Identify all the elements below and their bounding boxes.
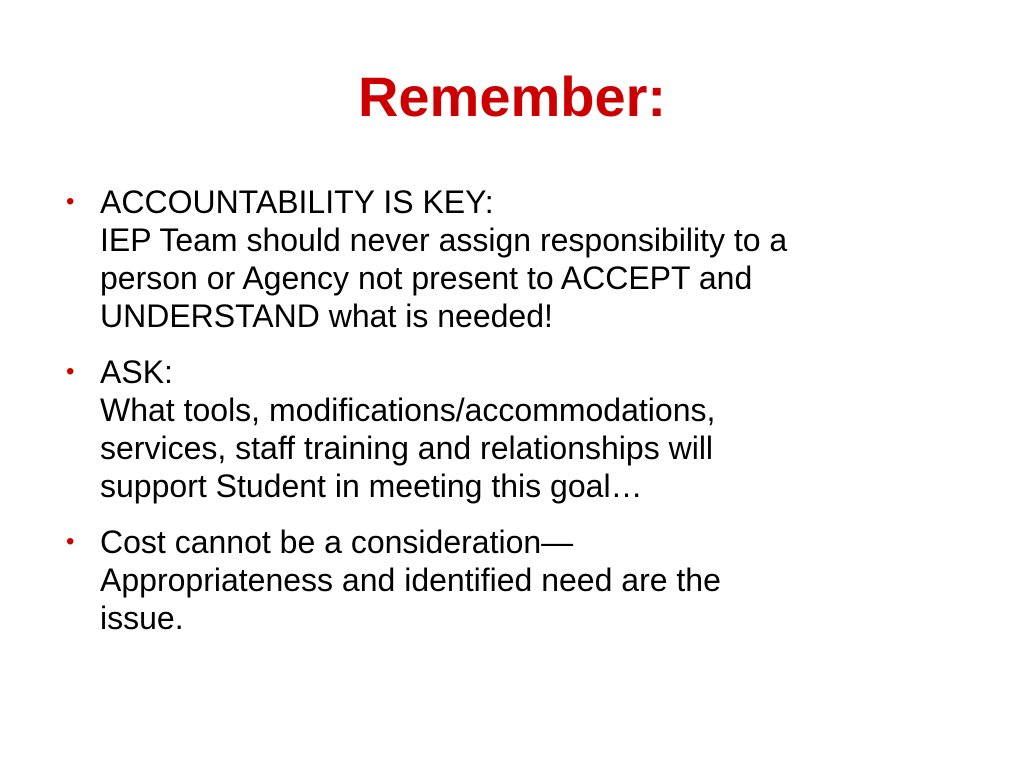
bullet-ask — [58, 353, 978, 505]
bullet-list — [58, 183, 978, 655]
bullet-line: IEP Team should never assign responsibility to a — [100, 222, 788, 258]
bullet-line: What tools, modifications/accommodations, — [100, 392, 716, 428]
bullet-cost — [58, 523, 978, 637]
slide-title: Remember: — [357, 65, 667, 128]
bullet-dot-icon: • — [66, 528, 75, 555]
bullet-line: support Student in meeting this goal… — [100, 468, 643, 504]
bullet-line: person or Agency not present to ACCEPT and — [100, 260, 753, 296]
bullet-line: UNDERSTAND what is needed! — [100, 298, 553, 334]
bullet-dot-icon: • — [66, 358, 75, 385]
bullet-dot-icon: • — [66, 188, 75, 215]
bullet-accountability — [58, 183, 978, 335]
bullet-line: ACCOUNTABILITY IS KEY: — [100, 184, 494, 220]
bullet-line: Cost cannot be a consideration— — [100, 524, 574, 560]
bullet-line: ASK: — [100, 354, 173, 390]
bullet-line: issue. — [100, 600, 184, 636]
bullet-line: Appropriateness and identified need are the — [100, 562, 721, 598]
bullet-line: services, staff training and relationships will — [100, 430, 714, 466]
